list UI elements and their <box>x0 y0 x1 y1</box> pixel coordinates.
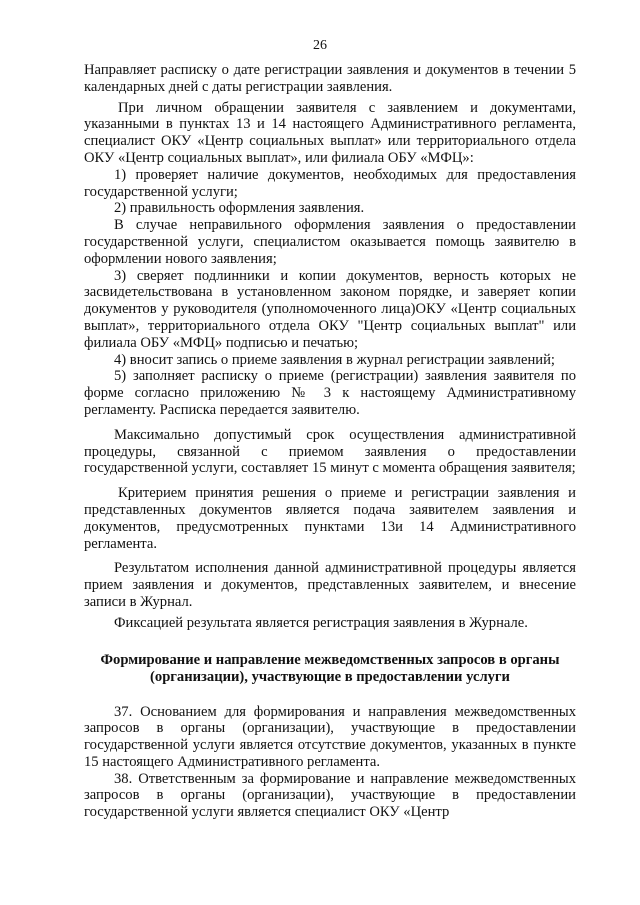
paragraph: При личном обращении заявителя с заявлением и документами, указанными в пунктах 13 и 14 настоящего Административного регламента, специалист ОКУ «Центр социальных выплат» или территориального отдела ОКУ «Центр социальных выплат», или филиала ОБУ «МФЦ»: <box>84 99 576 166</box>
paragraph: Направляет расписку о дате регистрации заявления и документов в течении 5 календарных дней с даты регистрации заявления. <box>84 62 576 95</box>
list-item: 3) сверяет подлинники и копии документов, верность которых не засвидетельствована в установленном законом порядке, и заверяет копии документов у руководителя (уполномоченного лица)ОКУ «Центр социальных выплат», территориального отдела ОКУ "Центр социальных выплат" или филиала ОБУ «МФЦ» подписью и печатью; <box>84 267 576 351</box>
paragraph: 37. Основанием для формирования и направления межведомственных запросов в органы (организации), участвующие в предоставлении государственной услуги является отсутствие документов, указанных в пункте 15 настоящего Административного регламента. <box>84 703 576 770</box>
document-body <box>84 62 576 821</box>
section-heading: Формирование и направление межведомственных запросов в органы (организации), участвующие в предоставлении услуги <box>100 651 560 685</box>
paragraph: Максимально допустимый срок осуществления административной процедуры, связанной с приемом заявления о предоставлении государственной услуги, составляет 15 минут с момента обращения заявителя; <box>84 426 576 477</box>
list-item: 4) вносит запись о приеме заявления в журнал регистрации заявлений; <box>114 351 555 368</box>
paragraph: Результатом исполнения данной административной процедуры является прием заявления и документов, представленных заявителем, и внесение записи в Журнал. <box>84 560 576 610</box>
paragraph: Критерием принятия решения о приеме и регистрации заявления и представленных документов является подача заявителем заявления и документов, предусмотренных пунктами 13и 14 Административного регламента. <box>84 485 576 552</box>
list-item: 1) проверяет наличие документов, необходимых для предоставления государственной услуги; <box>84 166 576 200</box>
list-item: 2) правильность оформления заявления. <box>114 200 365 217</box>
list-item: 5) заполняет расписку о приеме (регистрации) заявления заявителя по форме согласно приложению № 3 к настоящему Административному регламенту. Расписка передается заявителю. <box>84 368 576 418</box>
paragraph: В случае неправильного оформления заявления о предоставлении государственной услуги, специалистом оказывается помощь заявителю в оформлении нового заявления; <box>84 217 576 267</box>
page-number: 26 <box>313 38 327 53</box>
paragraph: Фиксацией результата является регистрация заявления в Журнале. <box>114 614 528 631</box>
paragraph: 38. Ответственным за формирование и направление межведомственных запросов в органы (организации), участвующие в предоставлении государственной услуги является специалист ОКУ «Центр <box>84 770 576 821</box>
